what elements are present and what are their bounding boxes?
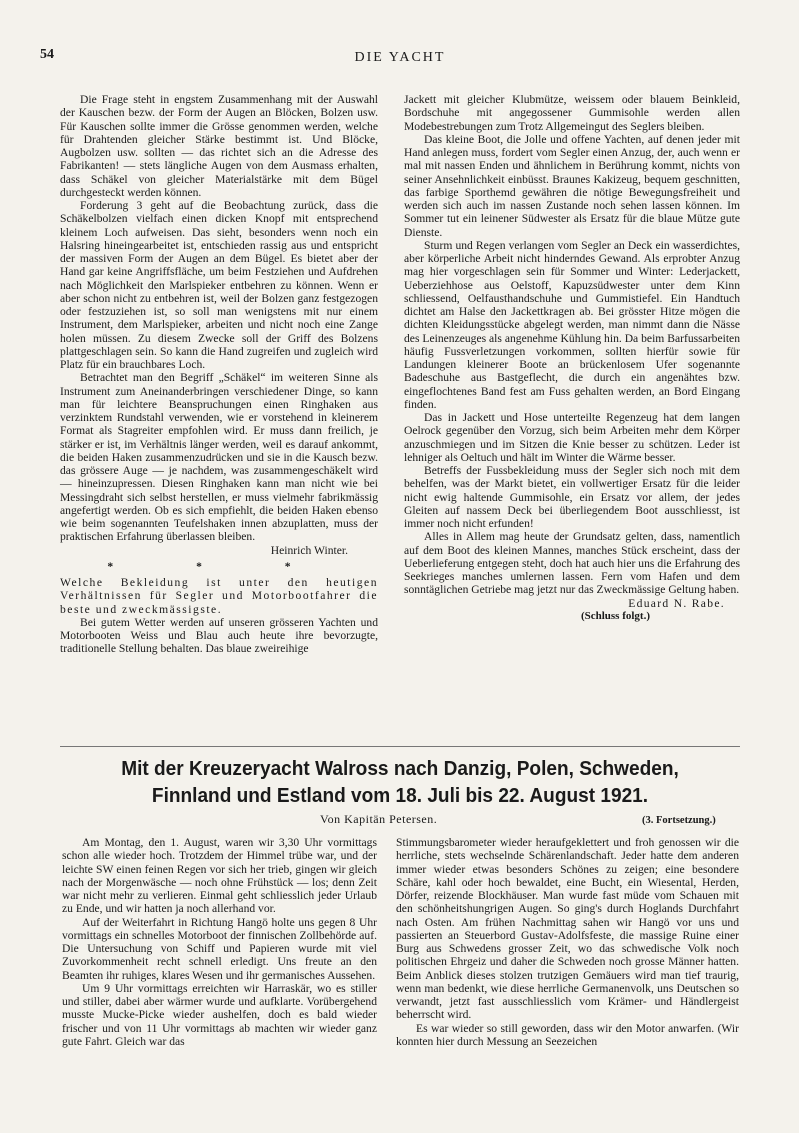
author-signature: Eduard N. Rabe.: [628, 596, 725, 610]
upper-left-column: [60, 93, 378, 656]
continued-note: (Schluss folgt.): [580, 609, 650, 622]
page-number: 54: [40, 47, 54, 62]
paragraph: Auf der Weiterfahrt in Richtung Hangö holte uns gegen 8 Uhr vormittags ein schnelles Motorboot der finnischen Zollbehörde auf. Die Untersuchung von Schiff und Papieren wurde mit viel Zuvorkommenheit recht schnell erledigt. Uns freute an den Beamten ihr ruhiges, klares Wesen und ihr germanisches Aussehen.: [62, 915, 377, 982]
upper-right-column: [404, 93, 740, 623]
section-divider: * * *: [107, 559, 331, 573]
article-headline: Mit der Kreuzeryacht Walross nach Danzig, Polen, Schweden, Finnland und Estland vom 18. Juli bis 22. August 1921.: [121, 757, 679, 807]
lower-left-column: [62, 836, 377, 1048]
paragraph: Stimmungsbarometer wieder heraufgeklettert und froh genossen wir die herrliche, stets wechselnde Schärenlandschaft. Jeder hatte dem anderen immer wieder etwas besonders Schönes zu zeigen; eine besondere Schäre, kahl oder hoch bewaldet, eine Bucht, ein Wiesental, Herden, Dörfer, reizende Blockhäuser. Man wurde fast müde vom Schauen mit den schönheitshungrigen Augen. So ging's durch Hoglands Durchfahrt nach Osten. Am frühen Nachmittag sahen wir Hangö vor uns und passierten an Steuerbord Gustav-Adolfsfeste, die massige Ruine einer Burg aus Schwedens grosser Zeit, wo das schwedische Volk noch politischen Ehrgeiz und daher die Schweden noch grosse Männer hatten. Beim Anblick dieses stolzen trutzigen Gemäuers wird man tief traurig, wenn man bedenkt, wie diese herrliche Germanenvolk, uns Deutschen so verwandt, jetzt fast ausschliesslich vom Krämer- und Händlergeist beherrscht wird.: [396, 836, 739, 1022]
paragraph: Betreffs der Fussbekleidung muss der Segler sich noch mit dem behelfen, was der Markt bietet, ein vollwertiger Ersatz für die leider nicht ewig haltende Gummisohle, ein Ersatz vor allem, der jedes Gleiten auf nassem Deck bei überliegendem Boot ausschliesst, ist immer noch nicht erfunden!: [404, 464, 740, 530]
paragraph: Sturm und Regen verlangen vom Segler an Deck ein wasserdichtes, aber körperliche Arbeit nicht hinderndes Gewand. Als erprobter Anzug mag hier vorgeschlagen sein für Sommer und Winter: Lederjackett, Ueberziehhose aus Oelstoff, Kapuzsüdwester unter dem Kinn schliessend, Oelfausthandschuhe und Gummistiefel. Ein Handtuch dichtet am Halse den Jackettkragen ab. Bei grösster Hitze mögen die dichten Kleidungsstücke abgelegt werden, man nimmt dann die Nässe des Leinenzeuges als angenehme Kühlung hin. Da beim Barfussarbeiten häufig Fussverletzungen vorkommen, sollten hierfür sowie für Landungen kleinerer Boote an brückenlosem Ufer sogenannte Badeschuhe aus Bastgeflecht, die durch ein angenähtes bzw. eingeflochtenes Band fest am Fuss gehalten werden, an Bord Eingang finden.: [404, 238, 740, 411]
paragraph: Alles in Allem mag heute der Grundsatz gelten, dass, namentlich auf dem Boot des kleinen Mannes, manches Stück erscheint, dass der Ueberlieferung entgegen steht, doch hat auch hier uns die Erfahrung des Seekrieges manches umlernen lassen. Fern vom Hafen und dem sonntäglichen Getriebe mag jetzt nur das Zweckmässige Geltung haben.: [404, 530, 740, 597]
paragraph: Das kleine Boot, die Jolle und offene Yachten, auf denen jeder mit Hand anlegen muss, fordert vom Segler einen Anzug, der, auch wenn er mal mit nassen Enden und ähnlichem in Berührung kommt, nichts von seiner Ansehnlichkeit einbüsst. Braunes Kakizeug, bequem geschnitten, das farbige Sporthemd gewähren die nötige Bewegungsfreiheit und werden sich auch im nassen Zustande noch sehen lassen können. Im Sommer tut ein leinener Südwester als Ersatz für die blaue Mütze gute Dienste.: [404, 132, 740, 239]
lower-right-column: [396, 836, 739, 1048]
paragraph: Bei gutem Wetter werden auf unseren grösseren Yachten und Motorbooten Weiss und Blau auch heute ihre bevorzugte, traditionelle Stellung behalten. Das blaue zweireihige: [60, 615, 378, 656]
running-head: DIE YACHT: [354, 50, 446, 65]
author-signature: Heinrich Winter.: [270, 543, 348, 557]
paragraph: Um 9 Uhr vormittags erreichten wir Harraskär, wo es stiller und stiller, dabei aber wärmer wurde und aufklarte. Vorübergehend musste Mucke-Picke wieder aushelfen, doch es bald wieder frischer und von 11 Uhr vormittags ab machten wir wieder ganz gute Fahrt. Gleich war das: [62, 981, 377, 1048]
paragraph: Am Montag, den 1. August, waren wir 3,30 Uhr vormittags schon alle wieder hoch. Trotzdem der Himmel trübe war, und der leichte SW einen feinen Regen vor sich her trieb, gingen wir gleich nach der Morgenwäsche — noch ohne Frühstück — los; denn Zeit war nicht mehr zu verlieren. Einmal geht schliesslich jeder Urlaub zu Ende, und wir hatten ja noch allerhand vor.: [62, 836, 377, 916]
paragraph: Forderung 3 geht auf die Beobachtung zurück, dass die Schäkelbolzen vielfach einen dicken Knopf mit entsprechend kleinem Loch aufweisen. Das sieht, besonders wenn noch ein Halsring hineingearbeitet ist, entschieden rassig aus und entspricht der massiven Form der Augen an dem Bügel. Es bietet aber der Hand gar keine Angriffsfläche, um beim Festziehen und Aufdrehen nach Möglichkeit den Marlspieker entbehren zu können. Wenn er aber schon nicht zu entbehren ist, weil der Bolzen ganz festgezogen oder festzuziehen ist, so soll man wenigstens mit nur einem Instrument, dem Marlspieker, arbeiten und nicht noch eine Zange holen müssen. Zu diesem Zwecke soll der Griff des Bolzens plattgeschlagen sein. So kann die Hand zugreifen und zugleich wird Platz für ein brauchbares Loch.: [60, 199, 378, 371]
section-heading: Welche Bekleidung ist unter den heutigen Verhältnissen für Segler und Motorbootfahrer die beste und zweckmässigste.: [60, 576, 378, 616]
continuation-label: (3. Fortsetzung.): [642, 815, 716, 826]
article-byline: Von Kapitän Petersen.: [320, 812, 438, 826]
paragraph: Die Frage steht in engstem Zusammenhang mit der Auswahl der Kauschen bezw. der Form der Augen an Blöcken, Bolzen usw. Für Kauschen sollte immer die Grösse genommen werden, welche für Drahtenden gleicher Stärke bestimmt ist. Und Blöcke, Augbolzen usw. sollten — das richtet sich an die Adresse des Fabrikanten! — stets längliche Augen von dem Ausmass erhalten, dass Schäkel von gleicher Materialstärke mit dem Bügel durchgesteckt werden können.: [60, 93, 378, 199]
horizontal-rule: [60, 746, 740, 747]
paragraph: Es war wieder so still geworden, dass wir den Motor anwarfen. (Wir konnten hier durch Messung an Seezeichen: [396, 1021, 739, 1048]
paragraph: Jackett mit gleicher Klubmütze, weissem oder blauem Beinkleid, Bordschuhe mit angegossener Gummisohle werden allen Modebestrebungen zum Trotz Allgemeingut des Seglers bleiben.: [404, 93, 740, 133]
paragraph: Das in Jackett und Hose unterteilte Regenzeug hat dem langen Oelrock gegenüber den Vorzug, sich beim Arbeiten mehr dem Körper anzuschmiegen und im Sitzen die Knie besser zu schützen. Leder ist lehniger als Oeltuch und hält im Winter die Wärme besser.: [404, 411, 740, 464]
paragraph: Betrachtet man den Begriff „Schäkel“ im weiteren Sinne als Instrument zum Aneinanderbringen verschiedener Dinge, so kann man für leichtere Beanspruchungen einen Ringhaken aus verzinktem Rundstahl verwenden, wie er vorstehend in kleinerem Format als Stagreiter empfohlen wird. Er muss dann freilich, je stärker er ist, im Verhältnis länger werden, weil es darauf ankommt, die beiden Haken zusammenzudrücken und sie in die Kausch bezw. das grössere Auge — je nachdem, was zusammengeschäkelt wird — hineinzupressen. Diesen Ringhaken kann man nicht wie bei Messingdraht sich selbst herstellen, er muss vielmehr fabrikmässig angefertigt werden. Ob es sich empfiehlt, die beiden Haken ebenso wie beim sogenannten Teufelshaken innen abzuplatten, muss der praktischen Erfahrung überlassen bleiben.: [60, 371, 378, 544]
